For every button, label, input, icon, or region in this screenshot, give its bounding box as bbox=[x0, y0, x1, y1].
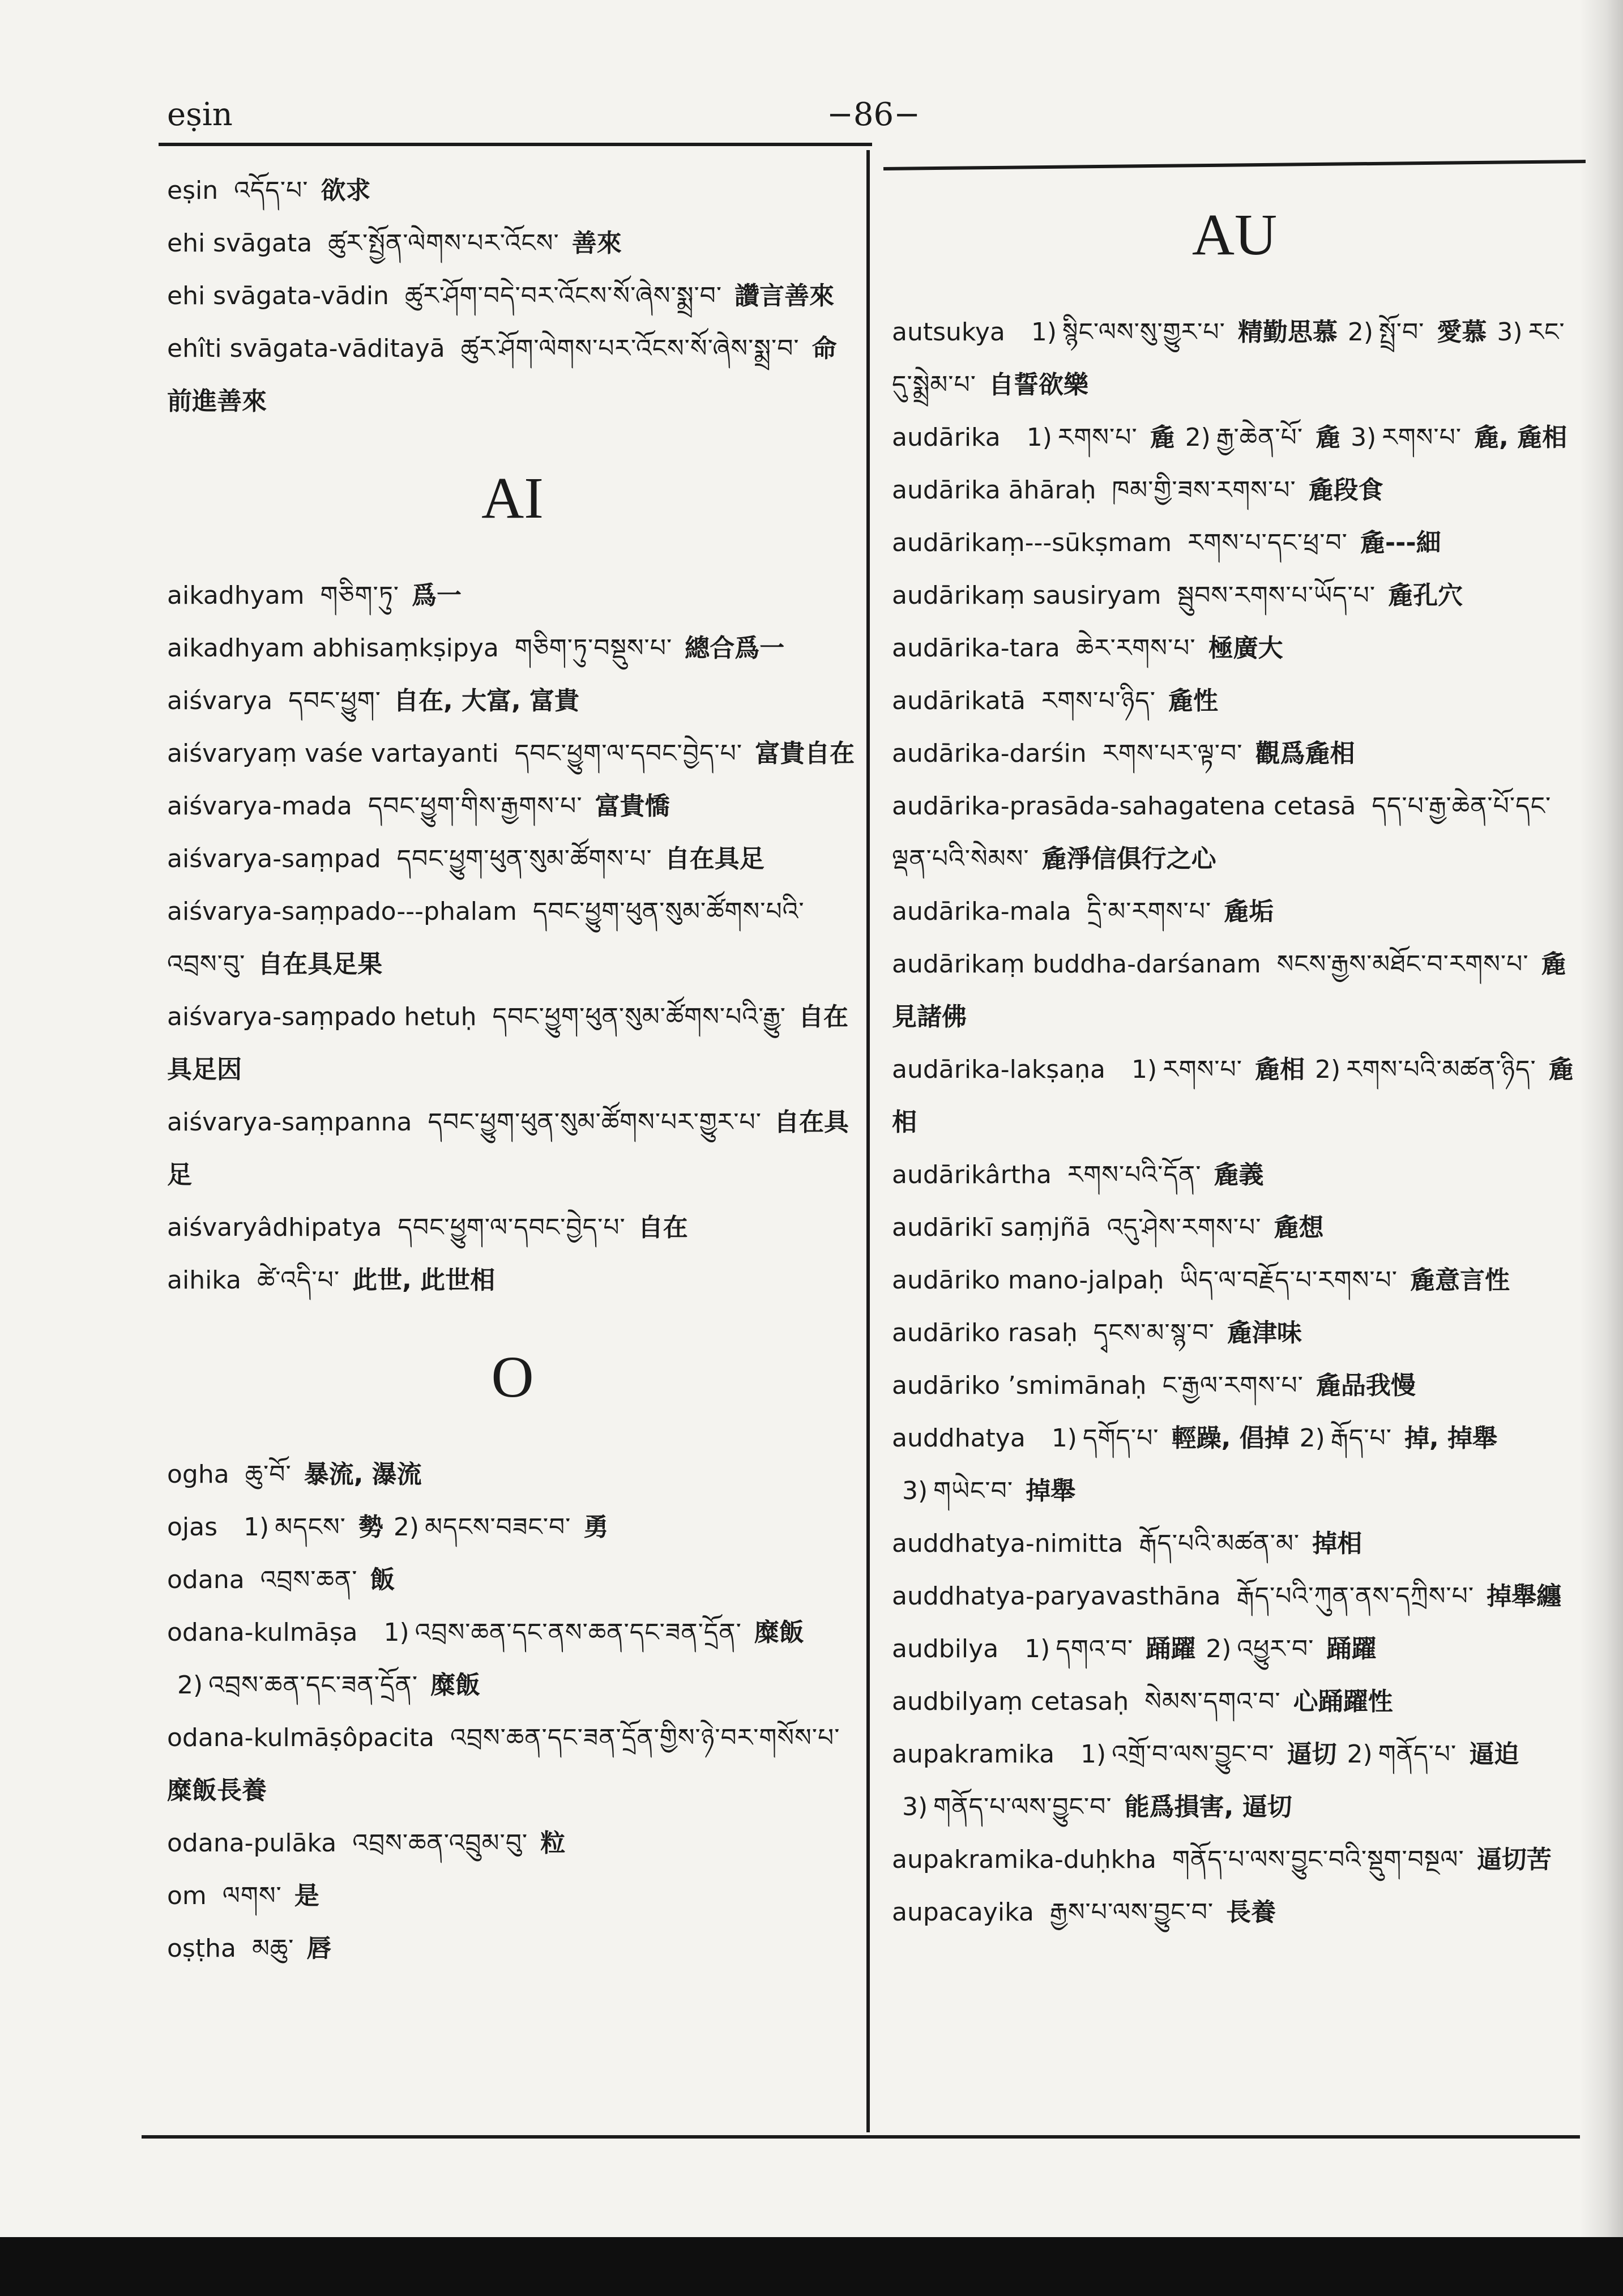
scan-bottom-band bbox=[0, 2237, 1623, 2296]
entry-chinese: 麁段食 bbox=[1308, 476, 1383, 505]
section-heading: AI bbox=[481, 466, 544, 531]
entry-tibetan: དྭངས་མ་སྙ་བ་ bbox=[1093, 1318, 1215, 1347]
entry-headword: aikadhyam abhisaṃkṣipya bbox=[167, 634, 499, 663]
sense-number: 2) bbox=[1299, 1424, 1325, 1453]
entry-tibetan: འབྲས་ཆན་འབྲུམ་བུ་ bbox=[352, 1829, 528, 1858]
entry-chinese: 能爲損害, 逼切 bbox=[1124, 1793, 1292, 1821]
sense-number: 1) bbox=[1031, 318, 1057, 347]
entry-chinese: 糜飯 bbox=[754, 1618, 804, 1647]
entry-chinese: 麁性 bbox=[1168, 686, 1218, 715]
dictionary-entry bbox=[167, 1554, 858, 1606]
entry-chinese: 輕躁, 倡掉 bbox=[1171, 1424, 1289, 1453]
dictionary-entry bbox=[167, 833, 858, 885]
dictionary-entry bbox=[892, 1833, 1577, 1886]
sense-number: 2) bbox=[1347, 1740, 1373, 1769]
dictionary-entry bbox=[167, 1096, 858, 1201]
entry-chinese: 善來 bbox=[571, 229, 622, 258]
dictionary-entry bbox=[892, 1201, 1577, 1254]
left-column bbox=[167, 164, 858, 1975]
sense-number: 2) bbox=[1347, 318, 1373, 347]
entry-headword: audārika-lakṣaṇa bbox=[892, 1055, 1106, 1084]
entry-tibetan: སྦུབས་རགས་པ་ཡོད་པ་ bbox=[1177, 581, 1376, 610]
entry-headword: aiśvarya-saṃpad bbox=[167, 844, 381, 873]
entry-chinese: 麁津味 bbox=[1227, 1318, 1302, 1347]
top-rule-left bbox=[159, 143, 872, 146]
entry-headword: audārikatā bbox=[892, 686, 1026, 715]
entry-headword: autsukya bbox=[892, 318, 1005, 347]
entry-tibetan: ཚུར་སྤྱོན་ལེགས་པར་འོངས་ bbox=[328, 229, 559, 258]
entry-chinese: 命前進善來 bbox=[167, 334, 837, 416]
sense-number: 1) bbox=[244, 1513, 270, 1542]
entry-tibetan: ང་རྒྱལ་རགས་པ་ bbox=[1162, 1371, 1304, 1400]
entry-chinese: 掉相 bbox=[1312, 1529, 1363, 1558]
entry-chinese: 麁義 bbox=[1214, 1160, 1264, 1189]
dictionary-entry bbox=[892, 1307, 1577, 1359]
entry-chinese: 此世, 此世相 bbox=[352, 1266, 496, 1295]
dictionary-entry bbox=[892, 938, 1577, 1043]
dictionary-entry bbox=[892, 780, 1577, 885]
entry-chinese: 暴流, 瀑流 bbox=[304, 1460, 422, 1489]
entry-chinese: 掉舉 bbox=[1026, 1476, 1076, 1505]
entry-chinese: 讚言善來 bbox=[734, 281, 835, 310]
sense-number: 2) bbox=[393, 1513, 420, 1542]
dictionary-entry bbox=[167, 270, 858, 322]
entry-tibetan: ཚུར་ཤོག་བདེ་བར་འོངས་སོ་ཞེས་སྨྲ་བ་ bbox=[404, 281, 723, 310]
dictionary-entry bbox=[892, 569, 1577, 622]
entry-tibetan: འདོད་པ་ bbox=[234, 176, 309, 205]
entry-tibetan: ཁམ་གྱི་ཟས་རགས་པ་ bbox=[1112, 476, 1296, 505]
entry-chinese: 飯 bbox=[370, 1565, 395, 1594]
entry-tibetan: དབང་ཕྱུག་ bbox=[288, 686, 381, 715]
entry-chinese: 麁想 bbox=[1274, 1213, 1324, 1242]
dictionary-entry bbox=[892, 306, 1577, 411]
entry-chinese: 自在具足果 bbox=[258, 950, 383, 979]
entry-chinese: 麁淨信俱行之心 bbox=[1041, 844, 1216, 873]
entry-tibetan: དབང་ཕྱུག་གིས་རྒྱགས་པ་ bbox=[368, 792, 583, 821]
entry-headword: aiśvarya bbox=[167, 686, 273, 715]
entry-tibetan: རགས་པའི་མཚན་ཉིད་ bbox=[1346, 1055, 1536, 1084]
entry-headword: odana-kulmāṣôpacita bbox=[167, 1723, 434, 1752]
entry-tibetan: རྒོད་པའི་ཀུན་ནས་དཀྲིས་པ་ bbox=[1236, 1582, 1475, 1611]
entry-chinese: 麁垢 bbox=[1224, 897, 1274, 926]
entry-headword: audārikaṃ buddha-darśanam bbox=[892, 950, 1261, 979]
dictionary-entry bbox=[892, 411, 1577, 464]
entry-chinese: 自在具足 bbox=[664, 844, 764, 873]
entry-headword: auddhatya-paryavasthāna bbox=[892, 1582, 1221, 1611]
entry-tibetan: སེམས་དགའ་བ་ bbox=[1144, 1687, 1281, 1716]
entry-chinese: 粒 bbox=[540, 1829, 566, 1858]
entry-tibetan: ཚུར་ཤོག་ལེགས་པར་འོངས་སོ་ཞེས་སྨྲ་བ་ bbox=[460, 334, 800, 363]
dictionary-entry bbox=[892, 885, 1577, 938]
entry-chinese: 自在具足 bbox=[167, 1108, 849, 1189]
entry-chinese: 長養 bbox=[1226, 1898, 1276, 1927]
entry-chinese: 麁見諸佛 bbox=[892, 950, 1566, 1031]
entry-headword: oṣṭha bbox=[167, 1934, 236, 1963]
entry-chinese: 是 bbox=[294, 1881, 319, 1910]
sense-number: 1) bbox=[1024, 1634, 1050, 1663]
entry-headword: aihika bbox=[167, 1266, 241, 1295]
sense-number: 1) bbox=[383, 1618, 409, 1647]
sense-number: 1) bbox=[1026, 423, 1052, 452]
dictionary-entry bbox=[892, 1412, 1577, 1517]
entry-tibetan: སངས་རྒྱས་མཐོང་བ་རགས་པ་ bbox=[1276, 950, 1529, 979]
entry-headword: auddhatya-nimitta bbox=[892, 1529, 1124, 1558]
entry-tibetan: མདངས་བཟང་བ་ bbox=[425, 1513, 571, 1542]
dictionary-entry bbox=[167, 622, 858, 675]
dictionary-entry bbox=[167, 1817, 858, 1870]
sense-number: 2) bbox=[1185, 423, 1211, 452]
dictionary-entry bbox=[167, 675, 858, 727]
entry-tibetan: འདུ་ཤེས་རགས་པ་ bbox=[1107, 1213, 1262, 1242]
sense-number: 3) bbox=[1497, 318, 1523, 347]
entry-tibetan: དབང་ཕྱུག་ཕུན་སུམ་ཚོགས་པའི་རྒྱུ་ bbox=[492, 1002, 786, 1031]
entry-chinese: 麁 bbox=[1316, 423, 1341, 452]
sense-number: 2) bbox=[1206, 1634, 1232, 1663]
entry-headword: aiśvarya-saṃpado hetuḥ bbox=[167, 1002, 477, 1031]
entry-tibetan: ཚེ་འདི་པ་ bbox=[257, 1266, 340, 1295]
entry-tibetan: ཡིད་ལ་བརྗོད་པ་རགས་པ་ bbox=[1180, 1266, 1398, 1295]
dictionary-entry bbox=[167, 569, 858, 622]
entry-chinese: 麁品我慢 bbox=[1316, 1371, 1416, 1400]
entry-chinese: 麁相 bbox=[1254, 1055, 1305, 1084]
entry-chinese: 逼切苦 bbox=[1476, 1845, 1552, 1874]
entry-headword: audārikaṃ sausiryam bbox=[892, 581, 1161, 610]
entry-chinese: 總合爲一 bbox=[685, 634, 785, 663]
entry-tibetan: མཆུ་ bbox=[251, 1934, 294, 1963]
entry-chinese: 自誓欲樂 bbox=[989, 370, 1088, 399]
entry-headword: odana bbox=[167, 1565, 245, 1594]
dictionary-entry bbox=[167, 1606, 858, 1712]
sense-number: 1) bbox=[1080, 1740, 1107, 1769]
entry-tibetan: འགྲོ་བ་ལས་བྱུང་བ་ bbox=[1112, 1740, 1275, 1769]
entry-headword: ehi svāgata-vādin bbox=[167, 281, 389, 310]
entry-tibetan: རགས་པར་ལྟ་བ་ bbox=[1102, 739, 1243, 768]
dictionary-entry bbox=[892, 464, 1577, 517]
entry-headword: aiśvaryaṃ vaśe vartayanti bbox=[167, 739, 499, 768]
dictionary-entry bbox=[167, 780, 858, 833]
entry-chinese: 自在 bbox=[638, 1213, 688, 1242]
entry-tibetan: རགས་པའི་དོན་ bbox=[1067, 1160, 1202, 1189]
sense-number: 3) bbox=[1351, 423, 1377, 452]
entry-chinese: 勇 bbox=[583, 1513, 609, 1542]
dictionary-entry bbox=[892, 517, 1577, 569]
dictionary-entry bbox=[892, 727, 1577, 780]
dictionary-entry bbox=[892, 622, 1577, 675]
entry-tibetan: གནོད་པ་ bbox=[1378, 1740, 1457, 1769]
entry-tibetan: འབྲས་ཆན་ bbox=[260, 1565, 358, 1594]
entry-chinese: 糜飯 bbox=[430, 1671, 481, 1700]
entry-headword: ehi svāgata bbox=[167, 229, 313, 258]
entry-chinese: 逼迫 bbox=[1469, 1740, 1519, 1769]
entry-tibetan: དད་པ་རྒྱ་ཆེན་པོ་དང་ལྡན་པའི་སེམས་ bbox=[892, 792, 1552, 873]
dictionary-entry bbox=[167, 1501, 858, 1554]
entry-chinese: 踊躍 bbox=[1146, 1634, 1196, 1663]
dictionary-entry bbox=[892, 1623, 1577, 1675]
dictionary-entry bbox=[892, 1728, 1577, 1833]
dictionary-entry bbox=[167, 322, 858, 428]
dictionary-entry bbox=[167, 885, 858, 991]
entry-tibetan: རགས་པ་ bbox=[1163, 1055, 1242, 1084]
entry-tibetan: དབང་ཕྱུག་ཕུན་སུམ་ཚོགས་པར་གྱུར་པ་ bbox=[428, 1108, 762, 1137]
entry-tibetan: གཡེང་བ་ bbox=[933, 1476, 1014, 1505]
bottom-rule bbox=[142, 2135, 1580, 2139]
dictionary-entry bbox=[892, 1570, 1577, 1623]
entry-headword: aupakramika bbox=[892, 1740, 1055, 1769]
entry-headword: om bbox=[167, 1881, 207, 1910]
entry-chinese: 麁孔穴 bbox=[1388, 581, 1463, 610]
entry-chinese: 富貴憍 bbox=[595, 792, 670, 821]
right-column bbox=[892, 164, 1577, 1939]
entry-chinese: 麁意言性 bbox=[1410, 1266, 1510, 1295]
entry-tibetan: དགོད་པ་ bbox=[1082, 1424, 1159, 1453]
sense-number: 3) bbox=[902, 1793, 928, 1821]
entry-chinese: 富貴自在 bbox=[755, 739, 855, 768]
entry-chinese: 麁, 麁相 bbox=[1474, 423, 1568, 452]
entry-headword: ehîti svāgata-vāditayā bbox=[167, 334, 445, 363]
dictionary-entry bbox=[892, 1517, 1577, 1570]
page-number: −86− bbox=[827, 96, 921, 133]
entry-headword: audbilya bbox=[892, 1634, 999, 1663]
dictionary-entry bbox=[167, 1201, 858, 1254]
dictionary-entry bbox=[167, 991, 858, 1096]
entry-headword: audārikaṃ---sūkṣmam bbox=[892, 528, 1172, 557]
entry-chinese: 掉舉纏 bbox=[1487, 1582, 1562, 1611]
sense-number: 1) bbox=[1051, 1424, 1077, 1453]
entry-tibetan: ཆེར་རགས་པ་ bbox=[1075, 634, 1196, 663]
column-divider bbox=[866, 150, 870, 2132]
entry-tibetan: གཅིག་ཏུ་ bbox=[320, 581, 399, 610]
dictionary-entry bbox=[167, 164, 858, 217]
entry-tibetan: གནོད་པ་ལས་བྱུང་བ་ bbox=[933, 1793, 1112, 1821]
sense-number: 3) bbox=[902, 1476, 928, 1505]
entry-headword: ojas bbox=[167, 1513, 218, 1542]
entry-tibetan: སྤྲོ་བ་ bbox=[1379, 318, 1425, 347]
dictionary-entry bbox=[892, 1043, 1577, 1149]
entry-headword: audārikī saṃjñā bbox=[892, 1213, 1091, 1242]
entry-headword: audārika-darśin bbox=[892, 739, 1087, 768]
entry-headword: aiśvarya-saṃpado---phalam bbox=[167, 897, 517, 926]
entry-headword: ogha bbox=[167, 1460, 229, 1489]
entry-tibetan: མདངས་ bbox=[275, 1513, 346, 1542]
entry-chinese: 麁 bbox=[1150, 423, 1175, 452]
entry-headword: audāriko mano-jalpaḥ bbox=[892, 1266, 1164, 1295]
dictionary-entry bbox=[892, 1675, 1577, 1728]
section-heading: O bbox=[491, 1345, 534, 1410]
entry-chinese: 麁---細 bbox=[1360, 528, 1441, 557]
dictionary-entry bbox=[167, 217, 858, 270]
dictionary-entry bbox=[167, 1870, 858, 1922]
entry-tibetan: དབང་ཕྱུག་ཕུན་སུམ་ཚོགས་པའི་འབྲས་བུ་ bbox=[167, 897, 805, 979]
entry-headword: eṣin bbox=[167, 176, 219, 205]
entry-chinese: 爲一 bbox=[411, 581, 462, 610]
entry-chinese: 麁相 bbox=[892, 1055, 1574, 1137]
entry-tibetan: རགས་པ་ bbox=[1057, 423, 1138, 452]
entry-headword: aiśvarya-saṃpanna bbox=[167, 1108, 412, 1137]
dictionary-entry bbox=[167, 1712, 858, 1817]
entry-chinese: 自在具足因 bbox=[167, 1002, 848, 1084]
entry-headword: audārika-mala bbox=[892, 897, 1071, 926]
entry-chinese: 愛慕 bbox=[1437, 318, 1487, 347]
dictionary-entry bbox=[892, 1149, 1577, 1201]
entry-headword: audbilyaṃ cetasaḥ bbox=[892, 1687, 1129, 1716]
dictionary-entry bbox=[167, 1448, 858, 1501]
dictionary-entry bbox=[892, 1254, 1577, 1307]
entry-headword: aupacayika bbox=[892, 1898, 1034, 1927]
entry-tibetan: དབང་ཕྱུག་ལ་དབང་བྱེད་པ་ bbox=[398, 1213, 626, 1242]
entry-headword: audārikârtha bbox=[892, 1160, 1052, 1189]
page-edge-shadow bbox=[1580, 0, 1623, 2296]
entry-tibetan: ལགས་ bbox=[222, 1881, 282, 1910]
entry-headword: audārika-tara bbox=[892, 634, 1060, 663]
entry-headword: aupakramika-duḥkha bbox=[892, 1845, 1156, 1874]
entry-headword: audārika bbox=[892, 423, 1001, 452]
sense-number: 1) bbox=[1131, 1055, 1158, 1084]
entry-tibetan: རྒོད་པ་ bbox=[1330, 1424, 1392, 1453]
entry-chinese: 勢 bbox=[358, 1513, 383, 1542]
entry-tibetan: སྙིང་ལས་སུ་གྱུར་པ་ bbox=[1062, 318, 1225, 347]
dictionary-entry bbox=[167, 1254, 858, 1307]
entry-chinese: 精勤思慕 bbox=[1237, 318, 1338, 347]
entry-tibetan: ཆུ་བོ་ bbox=[245, 1460, 292, 1489]
entry-tibetan: འབྲས་ཆན་དང་ཟན་དྲོན་གྱིས་ཉེ་བར་གསོས་པ་ bbox=[450, 1723, 840, 1752]
entry-tibetan: རྒོད་པའི་མཚན་མ་ bbox=[1139, 1529, 1300, 1558]
entry-chinese: 糜飯長養 bbox=[167, 1776, 267, 1805]
entry-headword: auddhatya bbox=[892, 1424, 1026, 1453]
dictionary-entry bbox=[167, 727, 858, 780]
entry-headword: odana-pulāka bbox=[167, 1829, 337, 1858]
entry-chinese: 逼切 bbox=[1287, 1740, 1337, 1769]
entry-chinese: 心踊躍性 bbox=[1293, 1687, 1393, 1716]
entry-headword: audāriko ’smimānaḥ bbox=[892, 1371, 1147, 1400]
entry-tibetan: རགས་པ་དང་ཕྲ་བ་ bbox=[1188, 528, 1348, 557]
entry-chinese: 唇 bbox=[306, 1934, 332, 1963]
entry-chinese: 掉, 掉舉 bbox=[1404, 1424, 1498, 1453]
entry-chinese: 自在, 大富, 富貴 bbox=[393, 686, 580, 715]
dictionary-entry bbox=[892, 1886, 1577, 1939]
entry-headword: odana-kulmāṣa bbox=[167, 1618, 358, 1647]
section-heading: AU bbox=[1191, 202, 1278, 267]
entry-tibetan: དགའ་བ་ bbox=[1056, 1634, 1134, 1663]
entry-tibetan: གཅིག་ཏུ་བསྡུས་པ་ bbox=[514, 634, 673, 663]
entry-chinese: 觀爲麁相 bbox=[1255, 739, 1355, 768]
entry-headword: audārika āhāraḥ bbox=[892, 476, 1096, 505]
entry-tibetan: རྒྱས་པ་ལས་བྱུང་བ་ bbox=[1049, 1898, 1214, 1927]
entry-chinese: 踊躍 bbox=[1326, 1634, 1377, 1663]
dictionary-entry bbox=[892, 1359, 1577, 1412]
entry-tibetan: འབྲས་ཆན་དང་ཟན་དྲོན་ bbox=[208, 1671, 418, 1700]
entry-tibetan: གནོད་པ་ལས་བྱུང་བའི་སྡུག་བསྔལ་ bbox=[1172, 1845, 1464, 1874]
entry-chinese: 極廣大 bbox=[1208, 634, 1283, 663]
entry-tibetan: དབང་ཕྱུག་ལ་དབང་བྱེད་པ་ bbox=[514, 739, 743, 768]
entry-headword: aiśvarya-mada bbox=[167, 792, 352, 821]
sense-number: 2) bbox=[177, 1671, 203, 1700]
entry-tibetan: དྲི་མ་རགས་པ་ bbox=[1087, 897, 1212, 926]
dictionary-entry bbox=[167, 1922, 858, 1975]
entry-headword: audāriko rasaḥ bbox=[892, 1318, 1078, 1347]
entry-tibetan: འཕྱུར་བ་ bbox=[1237, 1634, 1314, 1663]
entry-headword: audārika-prasāda-sahagatena cetasā bbox=[892, 792, 1356, 821]
entry-headword: aiśvaryâdhipatya bbox=[167, 1213, 382, 1242]
dictionary-entry bbox=[892, 675, 1577, 727]
entry-tibetan: རང་དུ་སྨྲེམ་པ་ bbox=[892, 318, 1565, 399]
entry-tibetan: རགས་པ་ bbox=[1382, 423, 1462, 452]
entry-tibetan: འབྲས་ཆན་དང་ནས་ཆན་དང་ཟན་དྲོན་ bbox=[415, 1618, 742, 1647]
entry-headword: aikadhyam bbox=[167, 581, 305, 610]
running-head: eṣin bbox=[167, 96, 233, 133]
entry-tibetan: རྒྱ་ཆེན་པོ་ bbox=[1216, 423, 1304, 452]
entry-tibetan: དབང་ཕྱུག་ཕུན་སུམ་ཚོགས་པ་ bbox=[396, 844, 652, 873]
entry-tibetan: རགས་པ་ཉིད་ bbox=[1041, 686, 1156, 715]
sense-number: 2) bbox=[1314, 1055, 1341, 1084]
entry-chinese: 欲求 bbox=[321, 176, 371, 205]
